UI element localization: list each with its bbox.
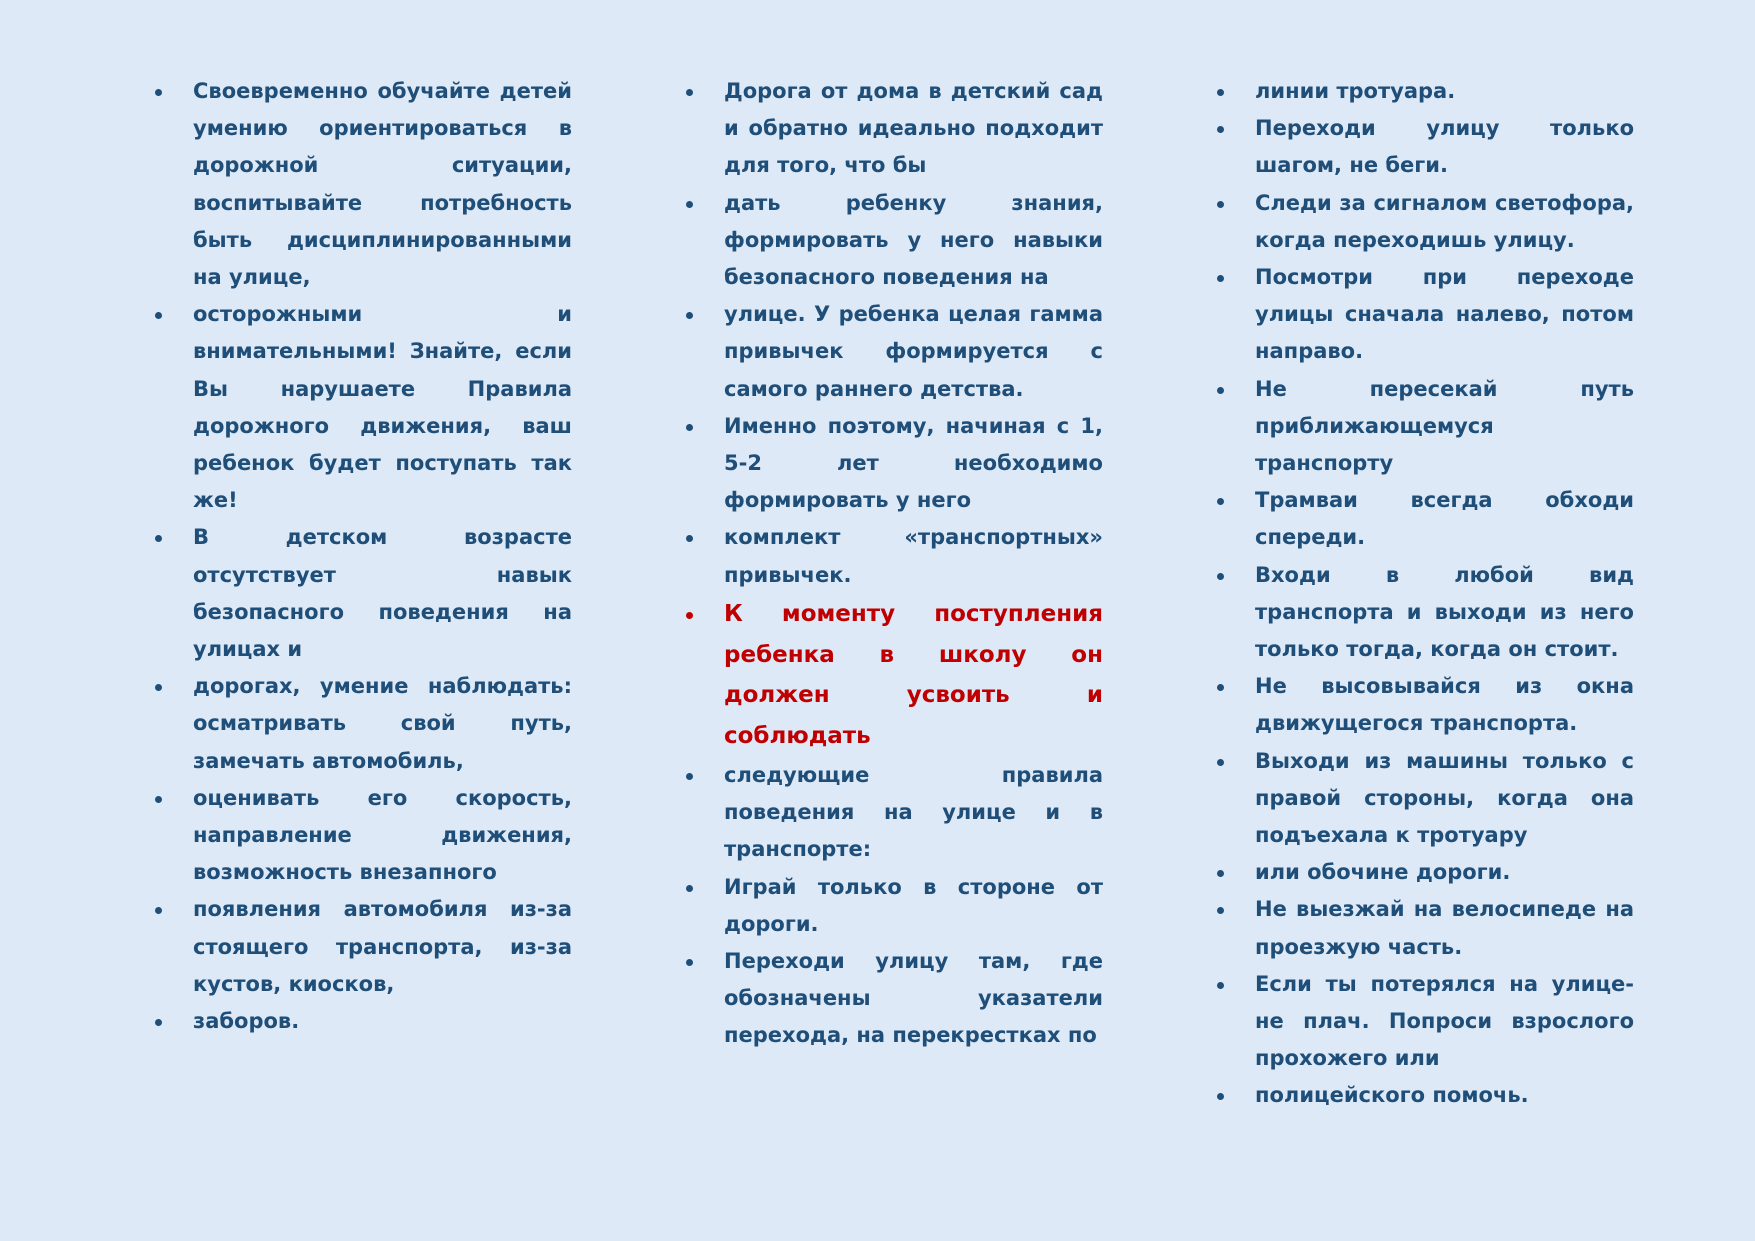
bullet-dot-icon [1217,573,1224,580]
list-item-text: В детском возрасте отсутствует навык безопасного поведения на улицах и [193,525,572,662]
bullet-dot-icon [1217,126,1224,133]
list-item-text: осторожными и внимательными! Знайте, если Вы нарушаете Правила дорожного движения, ваш ребенок будет поступать так же! [193,302,572,513]
bullet-dot-icon [155,89,162,96]
bullet-dot-icon [1217,498,1224,505]
column-2 [683,73,1103,1055]
bullet-dot-icon [155,312,162,319]
bullet-dot-icon [1217,870,1224,877]
column-1 [152,73,572,1040]
list-item [683,757,1103,869]
list-item-text: Не высовывайся из окна движущегося транспорта. [1255,674,1634,736]
list-item [152,891,572,1003]
list-item [1214,185,1634,259]
list-item [683,869,1103,943]
list-item [683,73,1103,185]
list-item-text: заборов. [193,1009,300,1034]
list-item-text: дать ребенку знания, формировать у него навыки безопасного поведения на [724,190,1103,290]
column-3 [1214,73,1634,1115]
list-item [152,668,572,780]
bullet-dot-icon [1217,907,1224,914]
list-item-text: Своевременно обучайте детей умению ориентироваться в дорожной ситуации, воспитывайте потребность быть дисциплинированными на улице, [193,79,572,290]
list-item [1214,557,1634,669]
bullet-dot-icon [686,885,693,892]
bullet-dot-icon [155,684,162,691]
bullet-list-column-3 [1214,73,1634,1115]
list-item-text: оценивать его скорость, направление движения, возможность внезапного [193,785,572,885]
bullet-dot-icon [686,612,693,619]
list-item [683,408,1103,520]
bullet-dot-icon [1217,201,1224,208]
list-item-text: Если ты потерялся на улице- не плач. Попроси взрослого прохожего или [1255,971,1634,1071]
bullet-dot-icon [686,535,693,542]
list-item-highlighted [683,594,1103,757]
bullet-dot-icon [1217,275,1224,282]
bullet-dot-icon [1217,387,1224,394]
list-item [683,296,1103,408]
bullet-dot-icon [155,1019,162,1026]
list-item-text: Следи за сигналом светофора, когда переходишь улицу. [1255,190,1634,252]
list-item [1214,371,1634,483]
list-item [683,185,1103,297]
bullet-dot-icon [155,907,162,914]
list-item [152,1003,572,1040]
bullet-dot-icon [686,424,693,431]
bullet-dot-icon [155,535,162,542]
list-item-text: дорогах, умение наблюдать: осматривать свой путь, замечать автомобиль, [193,674,572,773]
list-item-text: улице. У ребенка целая гамма привычек формируется с самого раннего детства. [724,302,1103,401]
bullet-dot-icon [155,796,162,803]
list-item [1214,668,1634,742]
list-item [152,296,572,519]
list-item-text: следующие правила поведения на улице и в транспорте: [724,763,1103,862]
list-item [683,519,1103,593]
bullet-dot-icon [1217,684,1224,691]
list-item-text: или обочине дороги. [1255,860,1511,885]
bullet-dot-icon [686,89,693,96]
list-item-text: Не выезжай на велосипеде на проезжую часть. [1255,897,1634,959]
list-item [152,73,572,296]
list-item [1214,482,1634,556]
bullet-dot-icon [686,773,693,780]
bullet-dot-icon [1217,89,1224,96]
list-item-text: полицейского помочь. [1255,1083,1529,1108]
list-item [683,943,1103,1055]
list-item [1214,966,1634,1078]
list-item [152,519,572,668]
bullet-dot-icon [686,201,693,208]
bullet-dot-icon [686,312,693,319]
bullet-dot-icon [1217,982,1224,989]
list-item [1214,891,1634,965]
list-item-text: Именно поэтому, начиная с 1, 5-2 лет необходимо формировать у него [724,413,1103,513]
list-item-text: появления автомобиля из-за стоящего транспорта, из-за кустов, киосков, [193,897,572,996]
bullet-dot-icon [1217,1093,1224,1100]
list-item-text: К моменту поступления ребенка в школу он должен усвоить и соблюдать [724,600,1103,750]
list-item-text: Играй только в стороне от дороги. [724,874,1103,936]
list-item [1214,1077,1634,1114]
list-item-text: Дорога от дома в детский сад и обратно идеально подходит для того, что бы [724,79,1103,178]
list-item [152,780,572,892]
list-item [1214,743,1634,855]
list-item [1214,110,1634,184]
list-item [1214,259,1634,371]
list-item-text: линии тротуара. [1255,79,1456,103]
bullet-dot-icon [1217,759,1224,766]
list-item [1214,73,1634,110]
list-item-text: Переходи улицу там, где обозначены указатели перехода, на перекрестках по [724,949,1103,1048]
bullet-list-column-1 [152,73,572,1040]
list-item-text: комплект «транспортных» привычек. [724,525,1103,587]
list-item-text: Переходи улицу только шагом, не беги. [1255,116,1634,178]
list-item-text: Выходи из машины только с правой стороны, когда она подъехала к тротуару [1255,748,1634,848]
bullet-list-column-2 [683,73,1103,1055]
list-item-text: Посмотри при переходе улицы сначала налево, потом направо. [1255,265,1634,364]
list-item [1214,854,1634,891]
list-item-text: Входи в любой вид транспорта и выходи из него только тогда, когда он стоит. [1255,562,1634,662]
bullet-dot-icon [686,959,693,966]
list-item-text: Не пересекай путь приближающемуся транспорту [1255,376,1634,476]
list-item-text: Трамваи всегда обходи спереди. [1255,488,1634,550]
